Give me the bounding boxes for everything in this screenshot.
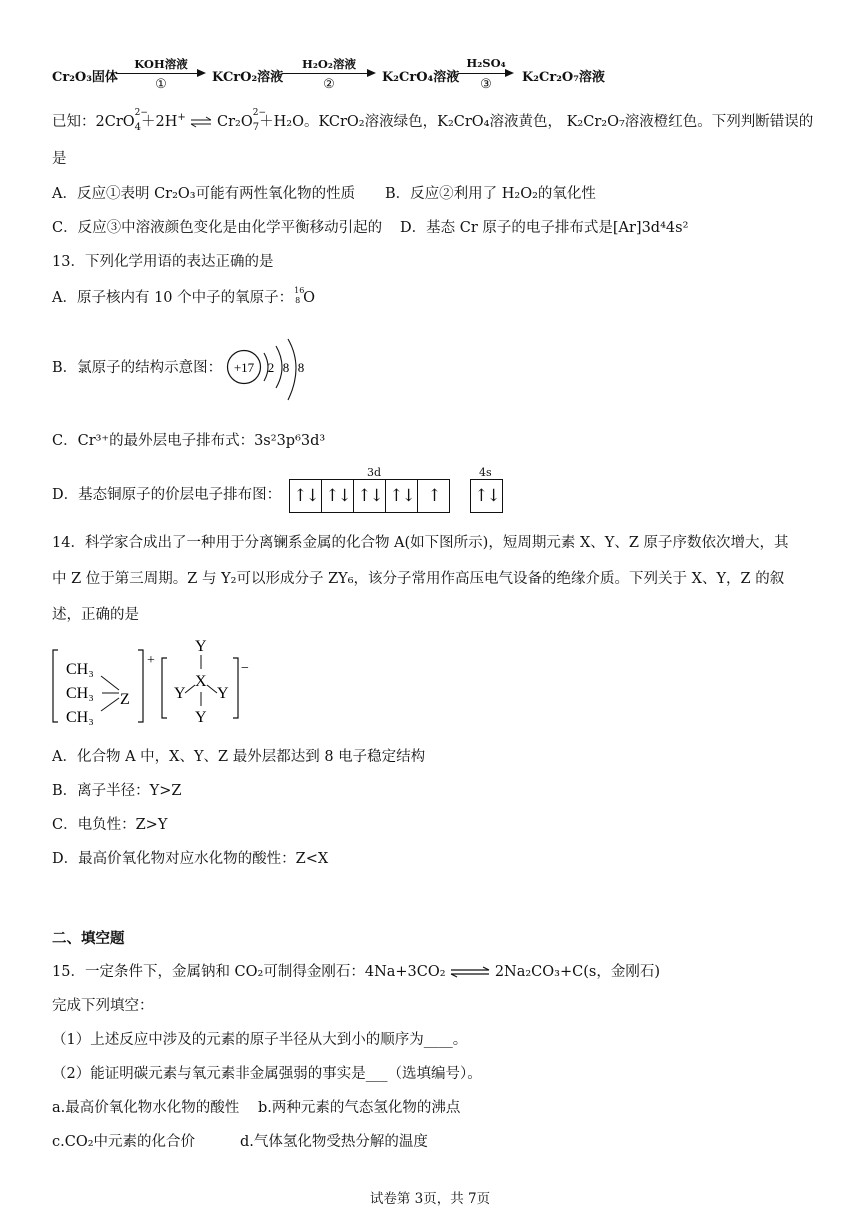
q15-option-d: d.气体氢化物受热分解的温度 (240, 1134, 428, 1150)
q12-known-mid2: Cr₂O (217, 113, 253, 130)
anion-y-top: Y (195, 638, 207, 655)
atom-shell-1: 2 (267, 360, 275, 375)
q14-stem-2: 中 Z 位于第三周期。Z 与 Y₂可以形成分子 ZY₆，该分子常用作高压电气设备的绝缘介质。下列关于 X、Y，Z 的叙 (52, 571, 785, 587)
anion-center: X (195, 673, 207, 690)
nuclide-z: 8 (295, 296, 301, 305)
cation-charge: + (147, 653, 155, 668)
q13-option-a-text: A．原子核内有 10 个中子的氧原子： (52, 290, 294, 306)
q14-stem-1: 14．科学家合成出了一种用于分离镧系金属的化合物 A(如下图所示)，短周期元素 X、Y、Z 原子序数依次增大，其 (52, 535, 789, 551)
cation-center: Z (120, 691, 130, 708)
orbital-label-3d: 3d (367, 466, 382, 479)
cation-ch3-1: CH₃ (66, 661, 94, 678)
q12-option-d: D．基态 Cr 原子的电子排布式是[Ar]3d⁴4s² (400, 220, 689, 236)
orbital-3d-5: ↑ (417, 480, 449, 512)
anion-y-left: Y (174, 685, 186, 702)
equilibrium-arrow-icon (190, 116, 212, 128)
q12-known-line: 已知：2CrO $_{2- 4}$＋2H+ Cr₂O $_{2- 7}$＋H₂O。KCrO₂溶液绿色，K₂CrO₄溶液黄色， K₂Cr₂O₇溶液橙红色。下列判断错误的 (52, 107, 814, 133)
section-heading: 二、填空题 (52, 930, 125, 947)
q15-option-a: a.最高价氧化物水化物的酸性 (52, 1100, 240, 1116)
q12-known-mid3: ＋H₂O。KCrO₂溶液绿色，K₂CrO₄溶液黄色， K₂Cr₂O₇溶液橙红色。下列判断错误的 (259, 113, 814, 130)
atom-shell-3: 8 (297, 360, 305, 375)
scheme-reagent-1: KOH溶液 (134, 57, 188, 71)
atom-nucleus: +17 (233, 360, 255, 375)
page-footer: 试卷第 3页，共 7页 (369, 1191, 491, 1207)
q14-option-d: D．最高价氧化物对应水化物的酸性：Z<X (52, 851, 329, 867)
orbital-4s-1: ↑↓ (474, 486, 499, 506)
q12-known-mid1: ＋2H (141, 113, 178, 130)
orbital-3d-4: ↑↓ (385, 480, 417, 512)
scheme-product-1: KCrO₂溶液 (212, 70, 284, 85)
orbital-boxes-3d (289, 479, 450, 513)
nuclide-notation (293, 288, 303, 306)
q15-intro: 完成下列填空： (52, 998, 154, 1014)
orbital-3d-1: ↑↓ (293, 486, 318, 506)
scheme-arrow-3 (458, 56, 514, 96)
scheme-reagent-3: H₂SO₄ (466, 56, 506, 70)
cation-ch3-3: CH₃ (66, 709, 94, 726)
equilibrium-arrow-icon (450, 966, 490, 978)
q15-stem (52, 964, 660, 981)
nuclide-symbol: O (303, 290, 316, 306)
q15-stem-b: 2Na₂CO₃+C(s，金刚石) (494, 964, 660, 980)
q13-option-d-text: D．基态铜原子的价层电子排布图： (52, 487, 282, 503)
cation-ch3-2: CH₃ (66, 685, 94, 702)
orbital-3d-2: ↑↓ (321, 480, 353, 512)
atom-structure-diagram (224, 334, 314, 406)
scheme-product-3: K₂Cr₂O₇溶液 (522, 70, 605, 85)
compound-a-structure (50, 630, 260, 730)
nuclide-mass: 16 (294, 286, 305, 295)
orbital-3d-3: ↑↓ (353, 480, 385, 512)
anion-y-bottom: Y (195, 709, 207, 726)
q14-option-a: A．化合物 A 中，X、Y、Z 最外层都达到 8 电子稳定结构 (52, 749, 426, 765)
q13-option-a (52, 288, 315, 307)
q13-stem: 13．下列化学用语的表达正确的是 (52, 254, 274, 270)
atom-shell-2: 8 (282, 360, 290, 375)
q15-option-c: c.CO₂中元素的化合价 (52, 1134, 196, 1150)
orbital-boxes-4s (470, 479, 503, 513)
q12-option-b: B．反应②利用了 H₂O₂的氧化性 (385, 186, 596, 202)
scheme-step-1: ① (155, 77, 167, 92)
scheme-step-2: ② (323, 77, 335, 92)
scheme-arrow-1 (116, 56, 206, 96)
q15-option-b: b.两种元素的气态氢化物的沸点 (258, 1100, 461, 1116)
orbital-label-4s: 4s (479, 466, 492, 479)
anion-y-right: Y (217, 685, 229, 702)
q14-option-b: B．离子半径：Y>Z (52, 783, 182, 799)
q12-option-a: A．反应①表明 Cr₂O₃可能有两性氧化物的性质 (52, 186, 356, 202)
q12-option-c: C．反应③中溶液颜色变化是由化学平衡移动引起的 (52, 220, 383, 236)
q15-part-2: （2）能证明碳元素与氧元素非金属强弱的事实是___（选填编号）。 (52, 1066, 482, 1082)
q15-stem-a: 15．一定条件下，金属钠和 CO₂可制得金刚石：4Na+3CO₂ (52, 964, 446, 980)
q12-known-end: 是 (52, 151, 67, 167)
q13-option-b-text: B．氯原子的结构示意图： (52, 360, 223, 376)
scheme-arrow-2 (282, 56, 376, 96)
q13-option-c: C．Cr³⁺的最外层电子排布式：3s²3p⁶3d³ (52, 433, 326, 449)
scheme-start: Cr₂O₃固体 (52, 70, 118, 85)
q14-option-c: C．电负性：Z>Y (52, 817, 168, 833)
q15-part-1: （1）上述反应中涉及的元素的原子半径从大到小的顺序为____。 (52, 1032, 468, 1048)
scheme-reagent-2: H₂O₂溶液 (302, 57, 356, 71)
anion-charge: − (241, 661, 249, 676)
scheme-product-2: K₂CrO₄溶液 (382, 70, 460, 85)
scheme-step-3: ③ (480, 77, 492, 92)
q12-known-prefix: 已知：2CrO (52, 113, 135, 130)
q14-stem-3: 述，正确的是 (52, 607, 139, 623)
